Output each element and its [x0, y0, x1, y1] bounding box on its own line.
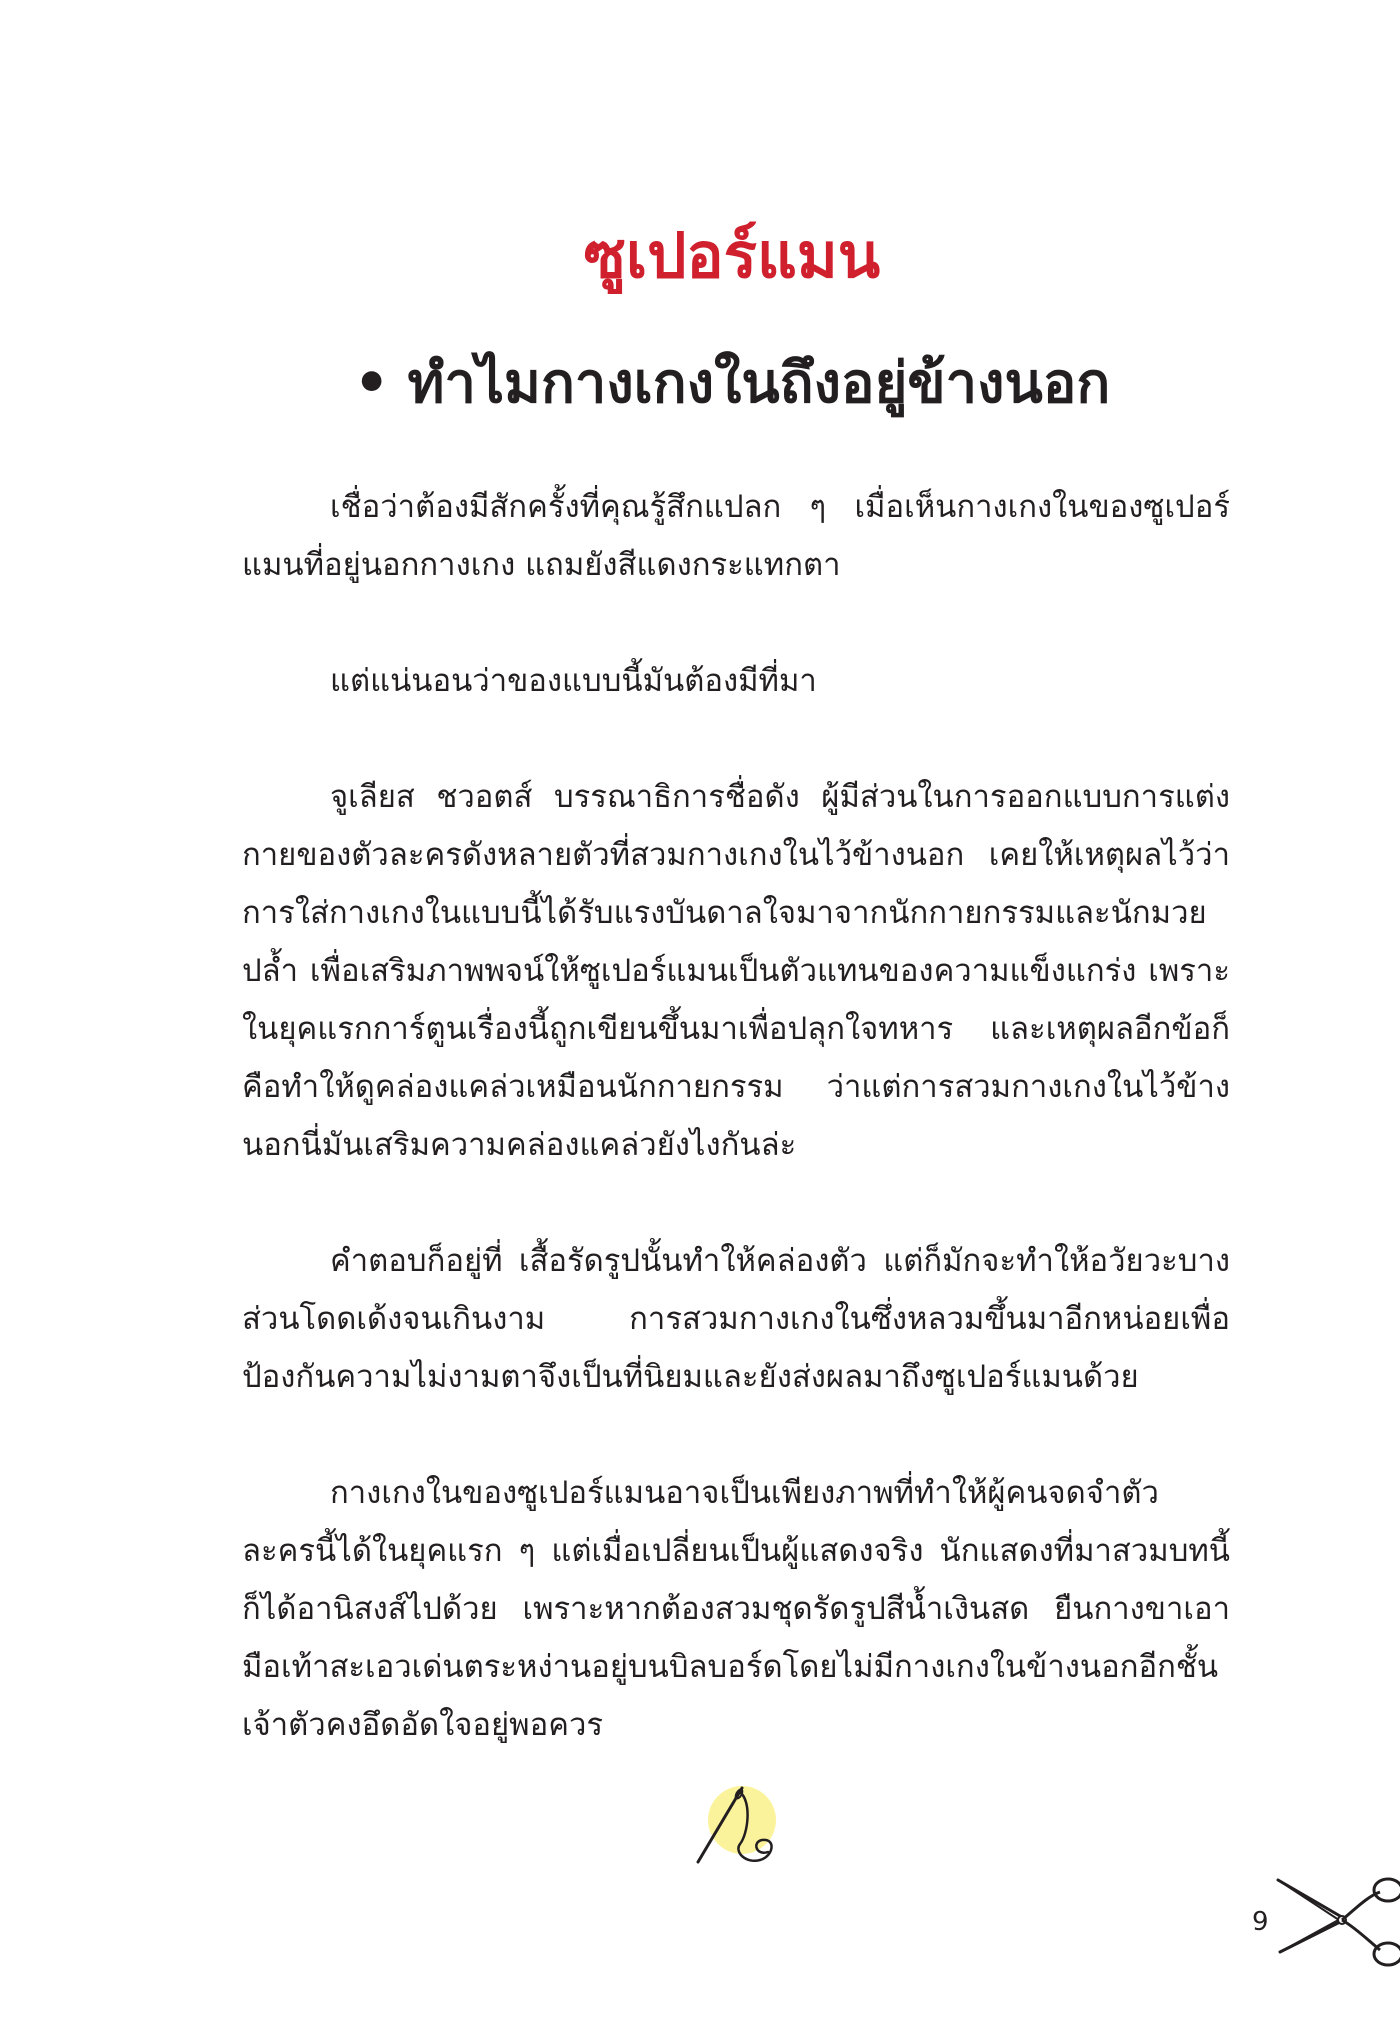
paragraph: เชื่อว่าต้องมีสักครั้งที่คุณรู้สึกแปลก ๆ เมื่อเห็นกางเกงในของซูเปอร์แมนที่อยู่นอกกางเกง แถมยังสีแดงกระแทกตา: [242, 489, 1230, 583]
scissors-icon: [1276, 1870, 1400, 1980]
page-number: 9: [1252, 1907, 1269, 1937]
needle-and-thread-icon: [690, 1782, 790, 1872]
paragraph: คำตอบก็อยู่ที่ เสื้อรัดรูปนั้นทำให้คล่องตัว แต่ก็มักจะทำให้อวัยวะบางส่วนโดดเด้งจนเกินงาม การสวมกางเกงในซึ่งหลวมขึ้นมาอีกหน่อยเพื่อป้องกันความไม่งามตาจึงเป็นที่นิยมและยังส่งผลมาถึงซูเปอร์แมนด้วย: [242, 1243, 1230, 1395]
paragraph: กางเกงในของซูเปอร์แมนอาจเป็นเพียงภาพที่ทำให้ผู้คนจดจำตัวละครนี้ได้ในยุคแรก ๆ แต่เมื่อเปลี่ยนเป็นผู้แสดงจริง นักแสดงที่มาสวมบทนี้ก็ได้อานิสงส์ไปด้วย เพราะหากต้องสวมชุดรัดรูปสีน้ำเงินสด ยืนกางขาเอามือเท้าสะเอวเด่นตระหง่านอยู่บนบิลบอร์ดโดยไม่มีกางเกงในข้างนอกอีกชั้น เจ้าตัวคงอึดอัดใจอยู่พอควร: [242, 1475, 1230, 1743]
subtitle-bullet: •: [353, 351, 390, 416]
chapter-title: ซูเปอร์แมน: [583, 219, 881, 292]
section-subtitle: [0, 350, 1400, 417]
paragraph: จูเลียส ชวอตส์ บรรณาธิการชื่อดัง ผู้มีส่วนในการออกแบบการแต่งกายของตัวละครดังหลายตัวที่สวมกางเกงในไว้ข้างนอก เคยให้เหตุผลไว้ว่า การใส่กางเกงในแบบนี้ได้รับแรงบันดาลใจมาจากนักกายกรรมและนักมวยปล้ำ เพื่อเสริมภาพพจน์ให้ซูเปอร์แมนเป็นตัวแทนของความแข็งแกร่ง เพราะในยุคแรกการ์ตูนเรื่องนี้ถูกเขียนขึ้นมาเพื่อปลุกใจทหาร และเหตุผลอีกข้อก็คือทำให้ดูคล่องแคล่วเหมือนนักกายกรรม ว่าแต่การสวมกางเกงในไว้ข้างนอกนี่มันเสริมความคล่องแคล่วยังไงกันล่ะ: [242, 779, 1230, 1163]
paragraph: แต่แน่นอนว่าของแบบนี้มันต้องมีที่มา: [330, 663, 817, 699]
body-text: [242, 478, 1230, 1812]
subtitle-text: ทำไมกางเกงในถึงอยู่ข้างนอก: [407, 351, 1111, 416]
